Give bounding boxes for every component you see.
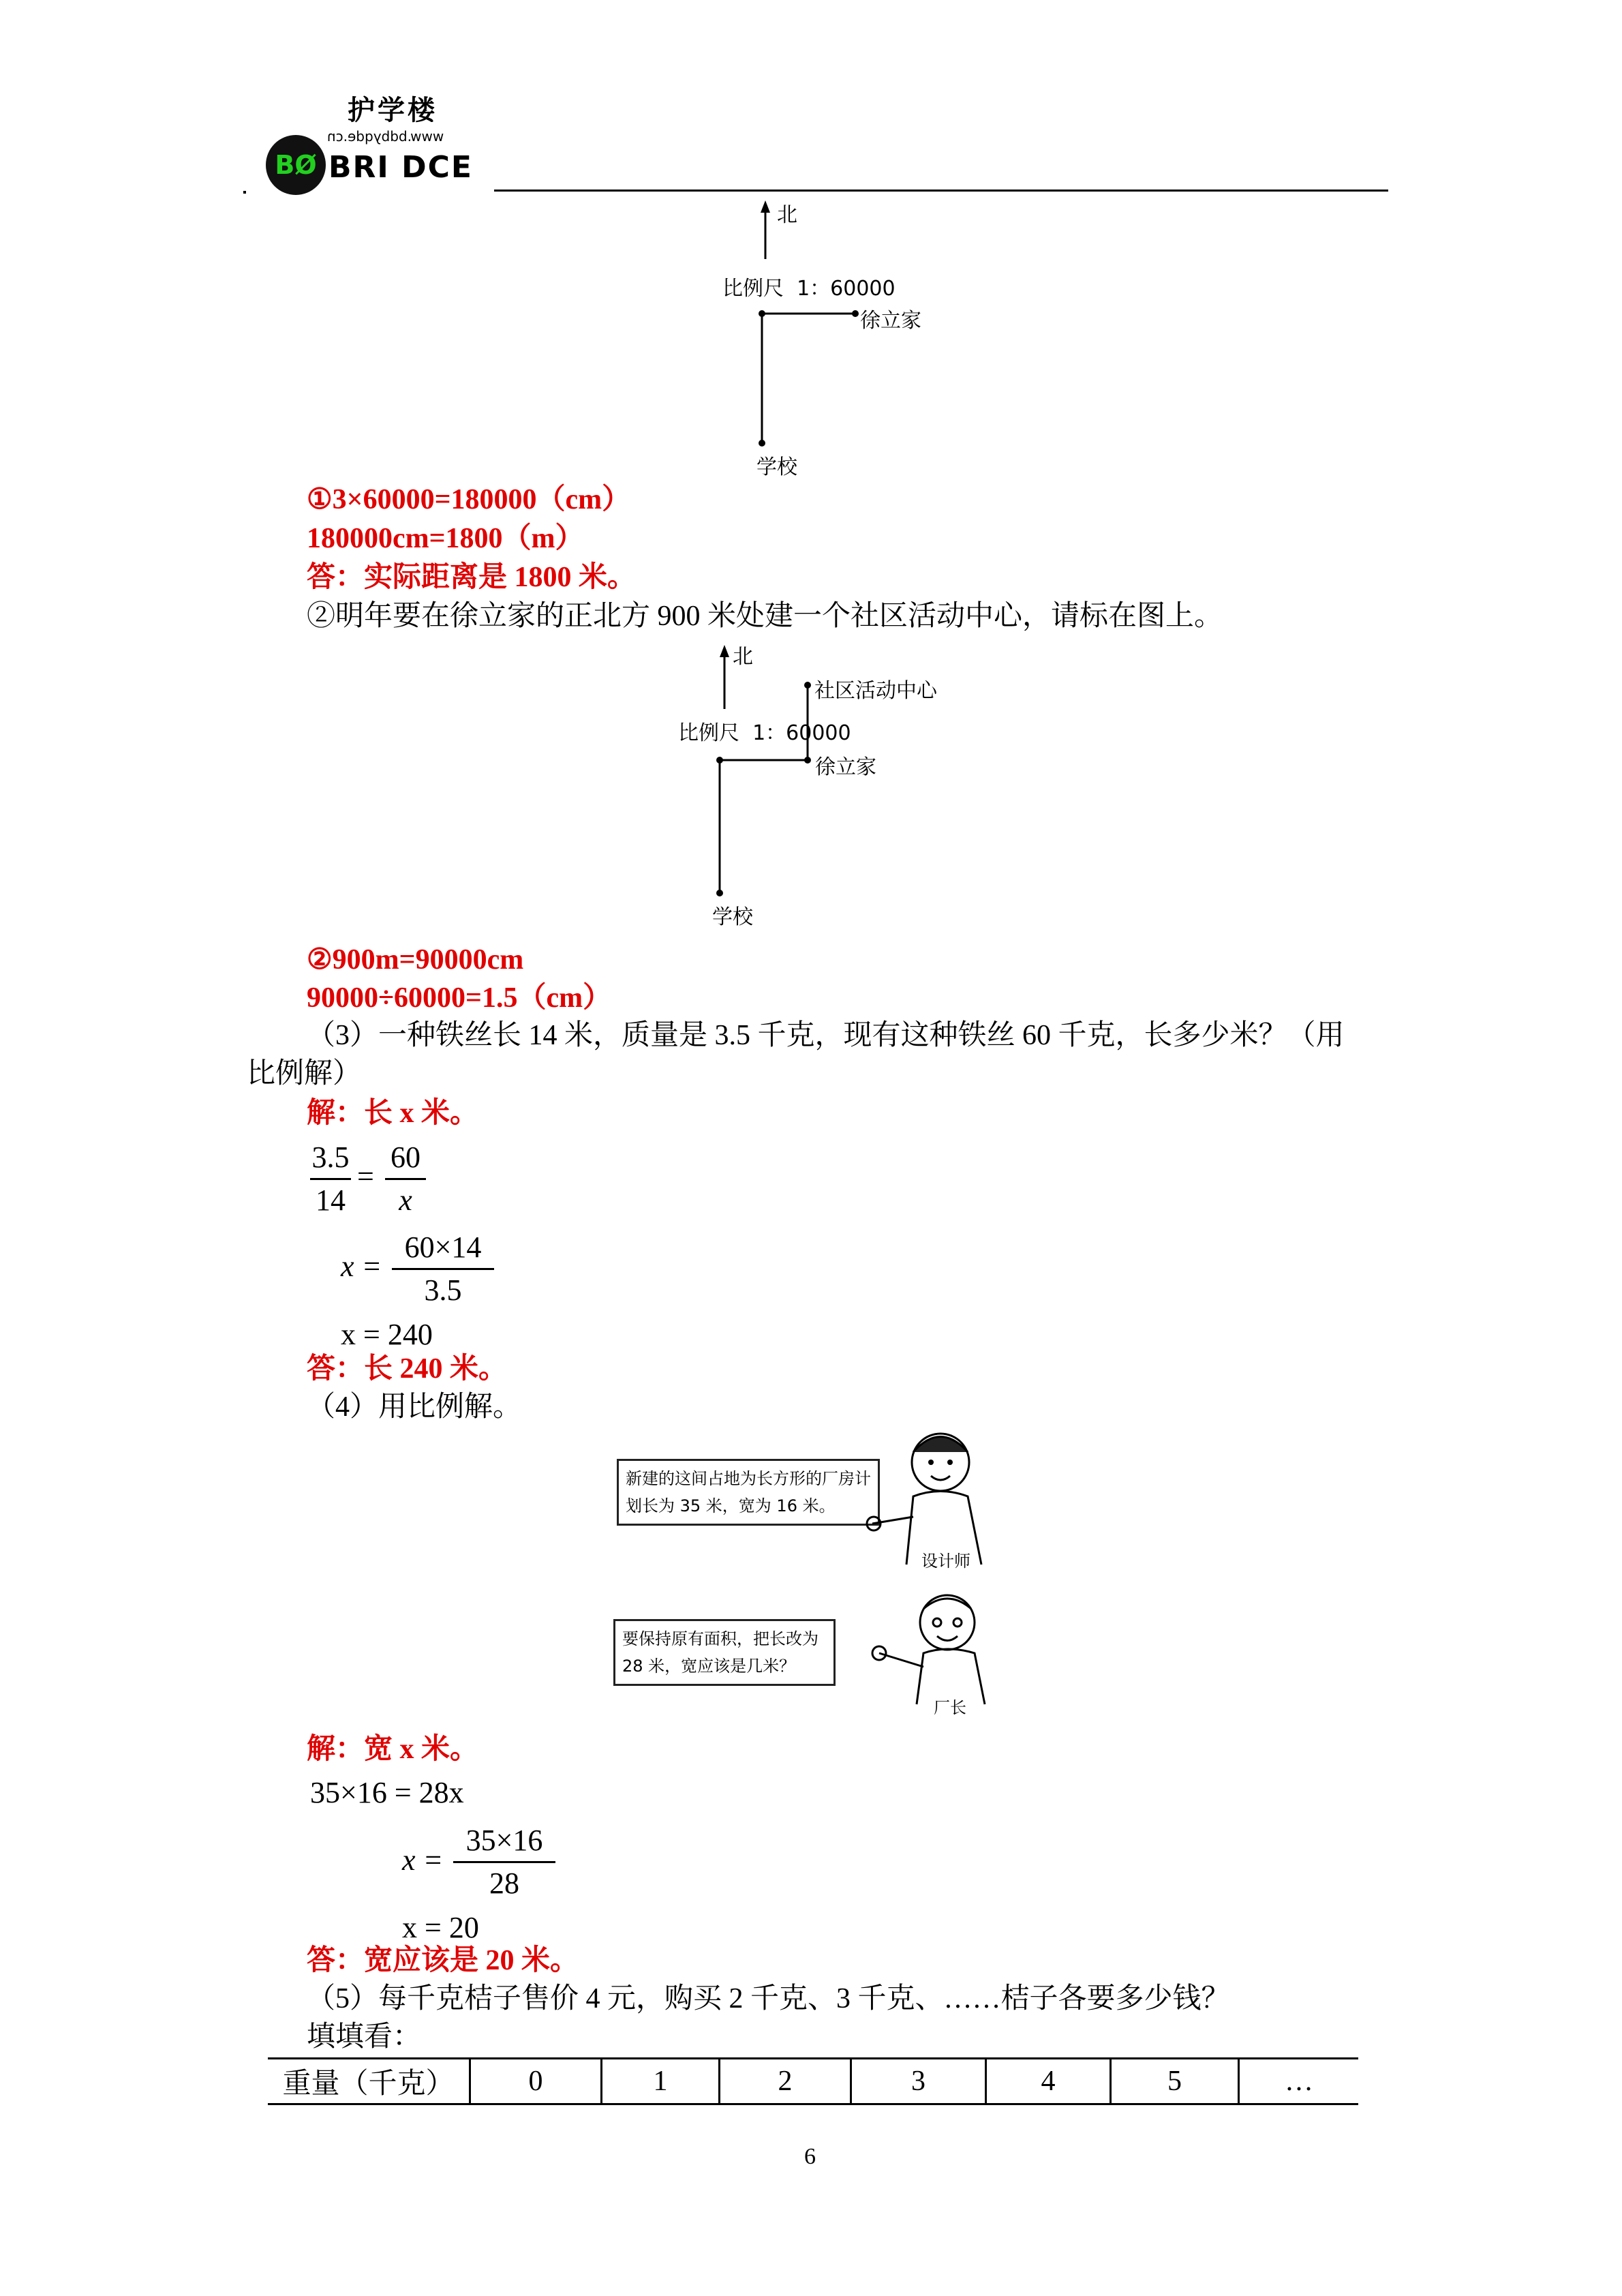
map1-north-label: 北 bbox=[777, 203, 797, 227]
map2-scale-label: 比例尺 1：60000 bbox=[678, 721, 851, 745]
solution4-answer: 答：宽应该是 20 米。 bbox=[307, 1945, 579, 1976]
map2-school-label: 学校 bbox=[712, 905, 753, 929]
junction-dot bbox=[716, 757, 723, 764]
caption-designer: 设计师 bbox=[921, 1552, 970, 1571]
director-figure bbox=[866, 1585, 1029, 1708]
fraction-numerator: 60 bbox=[391, 1141, 420, 1174]
speech-bubble-designer: 新建的这间占地为长方形的厂房计划长为 35 米，宽为 16 米。 bbox=[617, 1459, 880, 1526]
solution3-x-equals: x = bbox=[341, 1250, 382, 1283]
answer2-line1: ②900m=90000cm bbox=[307, 944, 524, 976]
table-cell: 4 bbox=[986, 2059, 1111, 2103]
north-arrowhead bbox=[761, 200, 770, 213]
table-cell: 5 bbox=[1111, 2059, 1239, 2103]
table-cell: 2 bbox=[720, 2059, 851, 2103]
solution3-answer: 答：长 240 米。 bbox=[307, 1353, 508, 1385]
question2: ②明年要在徐立家的正北方 900 米处建一个社区活动中心，请标在图上。 bbox=[307, 601, 1223, 632]
map2-north-label: 北 bbox=[733, 645, 753, 669]
solution3-equals: = bbox=[357, 1160, 374, 1193]
fraction-denominator: x bbox=[399, 1183, 412, 1217]
fraction-numerator: 60×14 bbox=[404, 1230, 482, 1264]
solution4-intro: 解：宽 x 米。 bbox=[307, 1734, 479, 1765]
fraction-numerator: 3.5 bbox=[311, 1141, 350, 1174]
logo-brand-text: BRI DCE bbox=[328, 150, 473, 185]
center-dot bbox=[804, 682, 811, 689]
map2-center-label: 社区活动中心 bbox=[814, 679, 937, 703]
fraction-denominator: 14 bbox=[316, 1183, 346, 1217]
table-cell: … bbox=[1239, 2059, 1359, 2103]
question5-line1: （5）每千克桔子售价 4 元，购买 2 千克、3 千克、……桔子各要多少钱？ bbox=[307, 1983, 1230, 2014]
fraction-numerator: 35×16 bbox=[465, 1824, 543, 1857]
table-header-cell: 重量（千克） bbox=[282, 2068, 455, 2100]
school-dot bbox=[759, 440, 765, 447]
table-row bbox=[268, 2059, 1358, 2103]
map1-scale-label: 比例尺 1：60000 bbox=[722, 277, 896, 301]
logo-circle bbox=[266, 135, 326, 195]
solution3-fraction-3 bbox=[392, 1227, 494, 1311]
junction-dot bbox=[759, 310, 765, 317]
solution3-fraction-1 bbox=[310, 1137, 351, 1221]
school-dot bbox=[716, 890, 723, 896]
solution4-x-equals: x = bbox=[402, 1843, 444, 1877]
solution4-equation: 35×16 = 28x bbox=[310, 1776, 464, 1809]
question3-line2: 比例解） bbox=[247, 1058, 362, 1089]
speech-bubble-director: 要保持原有面积，把长改为 28 米，宽应该是几米？ bbox=[613, 1619, 836, 1686]
table-cell: 0 bbox=[470, 2059, 602, 2103]
logo-top-text: 护学楼 bbox=[348, 95, 438, 126]
solution4-result: x = 20 bbox=[402, 1911, 479, 1944]
header-dot bbox=[243, 191, 246, 194]
solution4-fraction bbox=[453, 1820, 555, 1904]
north-arrowhead bbox=[720, 645, 729, 657]
page-number: 6 bbox=[804, 2144, 816, 2169]
answer2-line2: 90000÷60000=1.5（cm） bbox=[307, 982, 612, 1014]
fraction-denominator: 28 bbox=[489, 1867, 519, 1900]
question4: （4）用比例解。 bbox=[307, 1391, 522, 1423]
caption-director: 厂长 bbox=[934, 1698, 966, 1717]
data-table bbox=[268, 2057, 1358, 2105]
home-dot bbox=[804, 757, 811, 764]
map1-school-label: 学校 bbox=[756, 455, 797, 479]
map1-home-label: 徐立家 bbox=[860, 309, 921, 333]
table-cell: 3 bbox=[851, 2059, 986, 2103]
logo bbox=[245, 89, 504, 198]
map2-home-label: 徐立家 bbox=[815, 755, 876, 779]
question3-line1: （3）一种铁丝长 14 米，质量是 3.5 千克，现有这种铁丝 60 千克，长多少米？（用 bbox=[307, 1020, 1345, 1051]
solution3-result: x = 240 bbox=[341, 1318, 433, 1351]
map-1 bbox=[682, 191, 1090, 491]
logo-url-text: www.bdbyqde.cn bbox=[327, 128, 444, 145]
answer1-line2: 180000cm=1800（m） bbox=[307, 523, 584, 554]
solution3-fraction-2 bbox=[385, 1137, 426, 1221]
answer1-line1: ①3×60000=180000（cm） bbox=[307, 484, 631, 515]
table-cell: 1 bbox=[602, 2059, 720, 2103]
solution3-intro: 解：长 x 米。 bbox=[307, 1098, 479, 1129]
question5-line2: 填填看： bbox=[307, 2021, 422, 2053]
answer1-line3: 答：实际距离是 1800 米。 bbox=[307, 562, 637, 593]
home-dot bbox=[852, 310, 859, 317]
logo-circle-text: BØ bbox=[275, 150, 317, 180]
fraction-denominator: 3.5 bbox=[424, 1273, 462, 1307]
